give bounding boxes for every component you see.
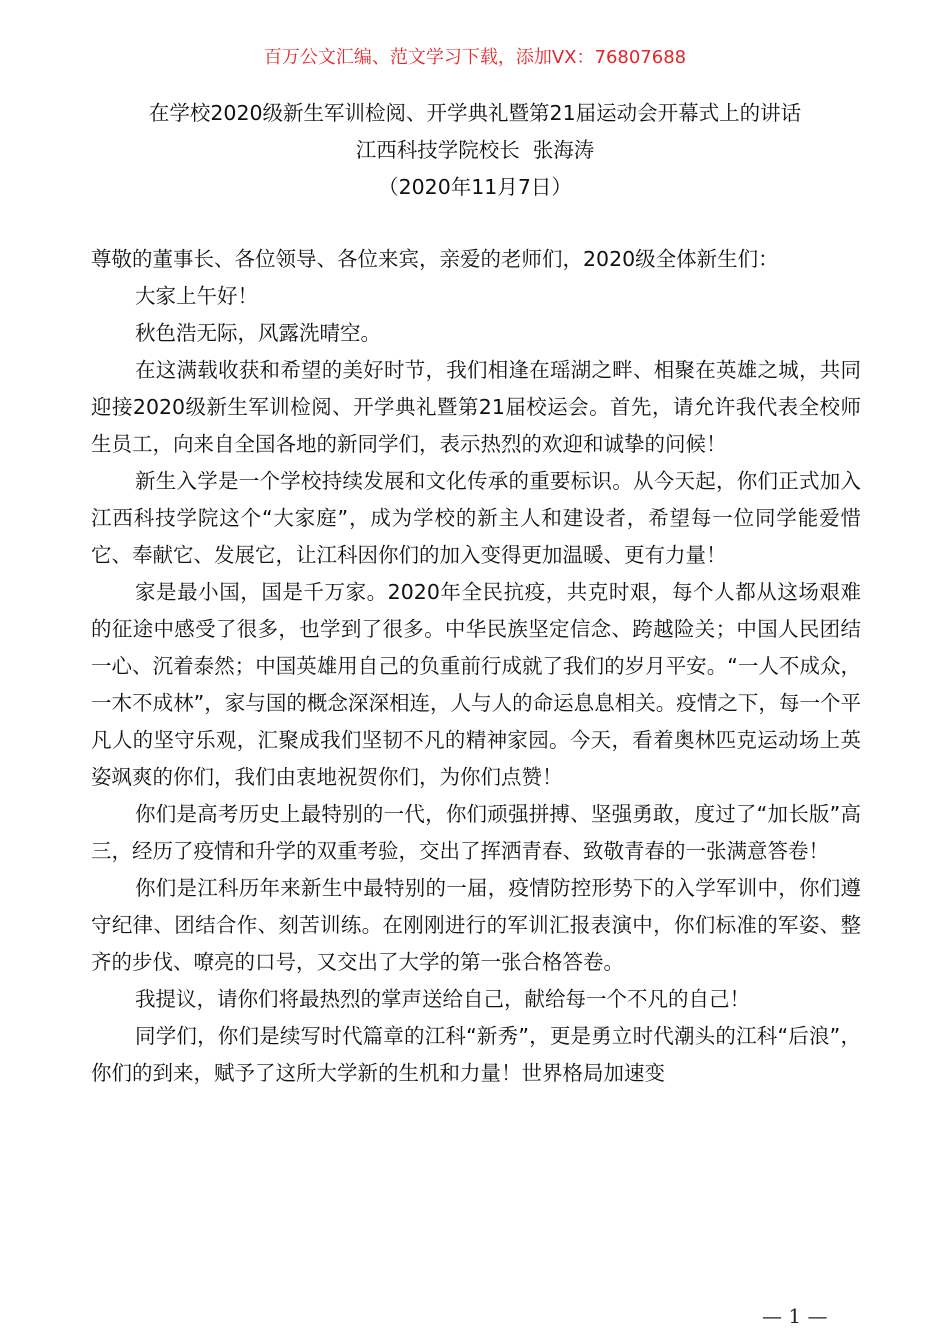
- paragraph-applause: 我提议，请你们将最热烈的掌声送给自己，献给每一个不凡的自己！: [135, 987, 750, 1011]
- paragraph-greeting: 大家上午好！: [135, 284, 258, 308]
- speech-title: 在学校2020级新生军训检阅、开学典礼暨第21届运动会开幕式上的讲话: [148, 101, 802, 125]
- paragraph-pandemic: 家是最小国，国是千万家。2020年全民抗疫，共克时艰，每个人都从这场艰难的征途中感受了很多，也学到了很多。中华民族坚定信念、跨越险关；中国人民团结一心、沉着泰然；中国英雄用自己的负重前行成就了我们的岁月平安。“一人不成众，一木不成林”，家与国的概念深深相连，人与人的命运息息相关。疫情之下，每一个平凡人的坚守乐观，汇聚成我们坚韧不凡的精神家园。今天，看着奥林匹克运动场上英姿飒爽的你们，我们由衷地祝贺你们，为你们点赞！: [91, 580, 861, 789]
- paragraph-new-generation: 同学们，你们是续写时代篇章的江科“新秀”，更是勇立时代潮头的江科“后浪”，你们的到来，赋予了这所大学新的生机和力量！世界格局加速变: [91, 1024, 861, 1085]
- speaker-line: 江西科技学院校长 张海涛: [355, 138, 595, 162]
- paragraph-welcome: 在这满载收获和希望的美好时节，我们相逢在瑶湖之畔、相聚在英雄之城，共同迎接2020级新生军训检阅、开学典礼暨第21届校运会。首先，请允许我代表全校师生员工，向来自全国各地的新同学们，表示热烈的欢迎和诚挚的问候！: [91, 358, 861, 456]
- paragraph-enrollment: 新生入学是一个学校持续发展和文化传承的重要标识。从今天起，你们正式加入江西科技学院这个“大家庭”，成为学校的新主人和建设者，希望每一位同学能爱惜它、奉献它、发展它，让江科因你们的加入变得更加温暖、更有力量！: [91, 469, 861, 567]
- page-number: — 1 —: [762, 1304, 828, 1328]
- paragraph-opening-verse: 秋色浩无际，风露洗晴空。: [135, 321, 381, 345]
- salutation: 尊敬的董事长、各位领导、各位来宾，亲爱的老师们，2020级全体新生们：: [91, 247, 779, 271]
- document-title-block: [0, 95, 950, 206]
- watermark-banner: 百万公文汇编、范文学习下载，添加VX：76807688: [263, 47, 687, 68]
- speech-date: （2020年11月7日）: [378, 175, 572, 199]
- paragraph-gaokao: 你们是高考历史上最特别的一代，你们顽强拼搏、坚强勇敢，度过了“加长版”高三，经历了疫情和升学的双重考验，交出了挥洒青春、致敬青春的一张满意答卷！: [91, 802, 861, 863]
- paragraph-military-training: 你们是江科历年来新生中最特别的一届，疫情防控形势下的入学军训中，你们遵守纪律、团结合作、刻苦训练。在刚刚进行的军训汇报表演中，你们标准的军姿、整齐的步伐、嘹亮的口号，又交出了大学的第一张合格答卷。: [91, 876, 861, 974]
- speech-body: [91, 241, 861, 1092]
